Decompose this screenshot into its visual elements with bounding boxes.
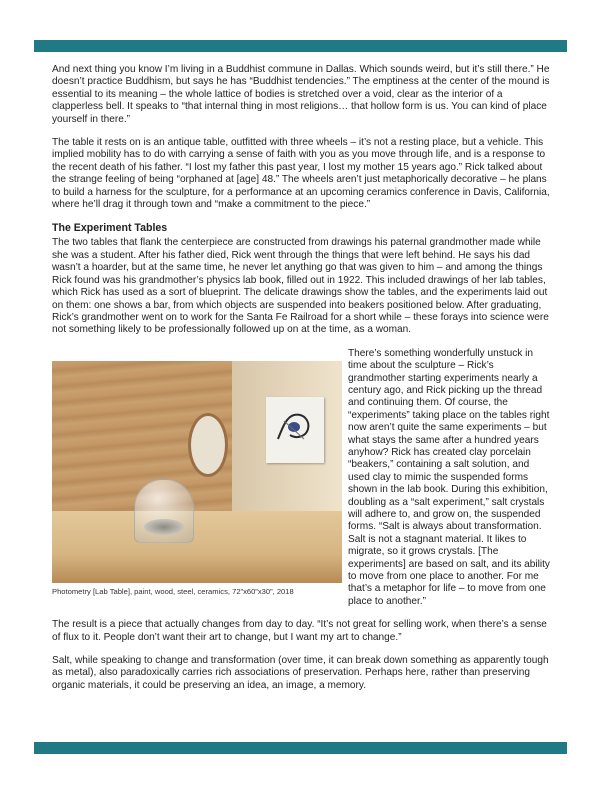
paragraph-1: And next thing you know I’m living in a Buddhist commune in Dallas. Which sounds weird, but it’s still there.” He doesn’t practice Buddhism, but says he has “Buddhist tendencies.” The emptiness at the center of the mound is essential to its meaning – the whole lattice of bodies is stretched over a void, clear as the interior of a clapperless bell. It speaks to “that internal thing in most religions… that hollow form is us. You can kind of place yourself in there.” [52, 64, 550, 125]
header-accent-bar [34, 40, 567, 52]
paragraph-4: There’s something wonderfully unstuck in time about the sculpture – Rick’s grandmother starting experiments nearly a century ago, and Rick picking up the thread and continuing them. Of course, the “experiments” taking place on the tables right now aren’t quite the same experiments – but what stays the same after a hundred years anyhow? Rick has created clay porcelain “beakers,” containing a salt solution, and used clay to mimic the suspended forms shown in the lab book. During this exhibition, doubling as a “salt experiment,” salt crystals will adhere to, and grow on, the suspended forms. “Salt is always about transformation. Salt is not a stagnant material. It likes to migrate, so it grows crystals. [The experiments] are based on salt, and its ability to move from one place to another. For me that’s a metaphor for life – to move from one place to another.” [348, 347, 550, 607]
footer-accent-bar [34, 742, 567, 754]
figure [52, 361, 342, 597]
figure-block [52, 348, 552, 620]
artwork-photo [52, 361, 342, 583]
paragraph-2: The table it rests on is an antique table, outfitted with three wheels – it’s not a resting place, but a vehicle. This implied mobility has to do with carrying a sense of faith with you as you move through life, and is a response to the recent death of his father. “I lost my father this past year, I lost my mother 15 years ago.” Rick talked about the strange feeling of being “orphaned at [age] 48.” The wheels aren’t just metaphorically decorative – he plans to build a harness for the sculpture, for a performance at an upcoming ceramics conference in Davis, California, where he’ll drag it through town and “make a commitment to the piece.” [52, 137, 550, 211]
painting-mark-icon [274, 409, 316, 447]
article-body [52, 64, 552, 703]
paragraph-6: Salt, while speaking to change and transformation (over time, it can break down something as apparently tough as metal), also paradoxically carries rich associations of preservation. Perhaps here, rather than preserving organic materials, it could be preserving an idea, an image, a memory. [52, 655, 549, 691]
lab-table-top [52, 511, 342, 583]
ceramic-contents [144, 519, 184, 535]
porthole-window [188, 413, 228, 477]
wall-painting [266, 397, 324, 463]
figure-caption: Photometry [Lab Table], paint, wood, steel, ceramics, 72”x60”x30”, 2018 [52, 586, 294, 596]
paragraph-5: The result is a piece that actually changes from day to day. “It’s not great for selling work, when there’s a sense of flux to it. People don’t want their art to change, but I want my art to change.” [52, 619, 547, 643]
paragraph-3: The two tables that flank the centerpiece are constructed from drawings his paternal grandmother made while she was a student. After his father died, Rick went through the things that were left behind. He says his dad wasn’t a hoarder, but at the same time, he never let anything go that was given to him – and among the things Rick found was his grandmother’s physics lab book, filled out in 1922. This included drawings of her lab tables, which Rick has used as a sort of blueprint. The delicate drawings show the tables, and the experiments laid out on them: one shows a bar, from which objects are suspended into beakers positioned below. After graduating, Rick’s grandmother went on to work for the Santa Fe Railroad for a short while – these forays into science were not something likely to be professionally followed up on at the time, as a woman. [52, 237, 549, 336]
section-heading: The Experiment Tables [52, 222, 168, 235]
